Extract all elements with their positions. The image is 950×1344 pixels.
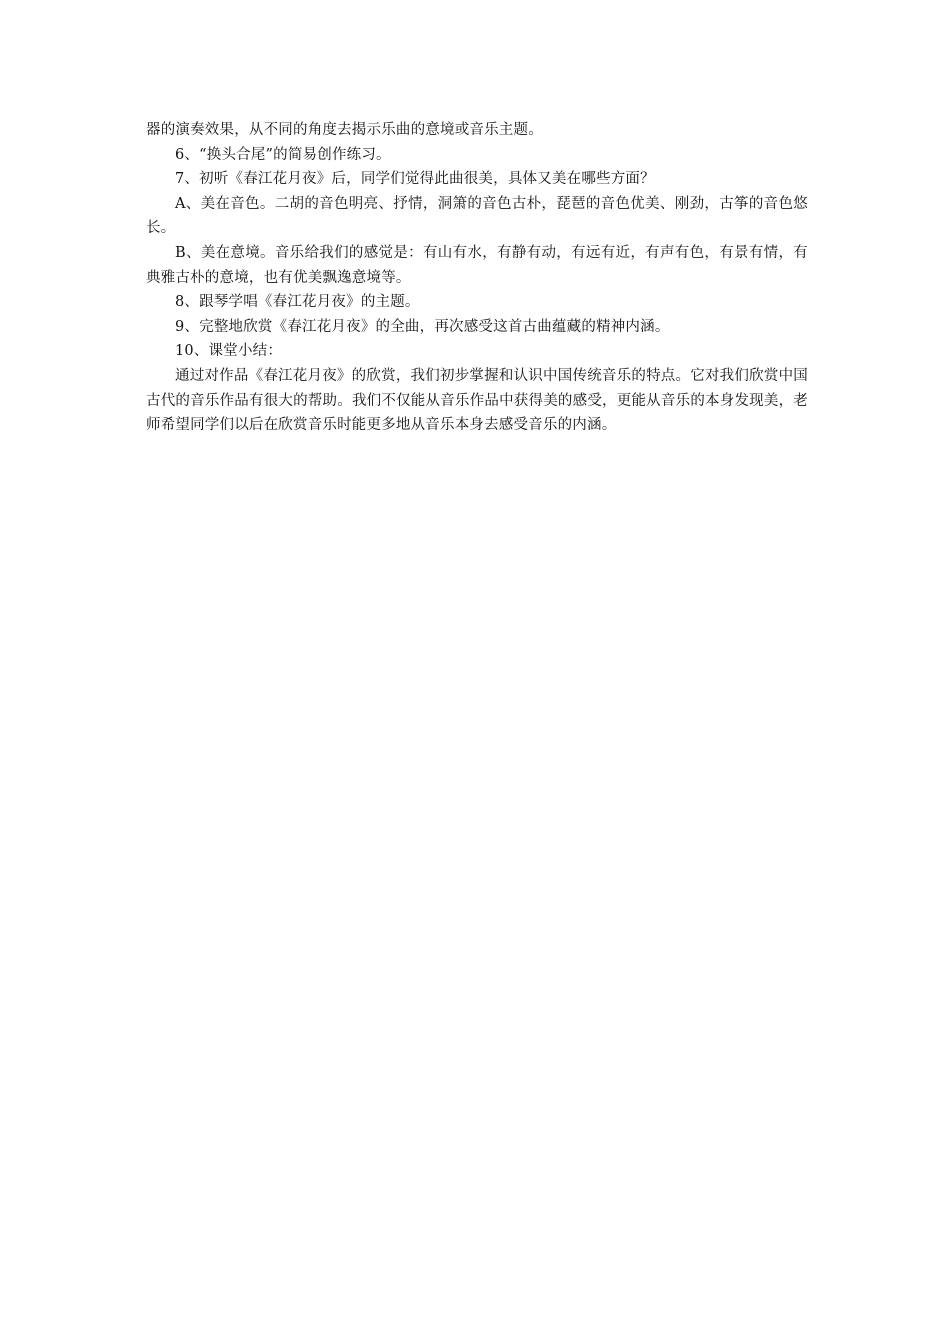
paragraph-item-9: 9、完整地欣赏《春江花月夜》的全曲，再次感受这首古曲蕴藏的精神内涵。 (175, 318, 670, 335)
paragraph-item-7a: A、美在音色。二胡的音色明亮、抒情，洞箫的音色古朴，琵琶的音色优美、刚劲，古筝的音色悠长。 (146, 195, 808, 237)
paragraph-item-7: 7、初听《春江花月夜》后，同学们觉得此曲很美，具体又美在哪些方面？ (175, 171, 655, 188)
document-body (146, 118, 808, 438)
paragraph-item-6: 6、“换头合尾”的简易创作练习。 (175, 146, 391, 163)
paragraph-item-7b: B、美在意境。音乐给我们的感觉是：有山有水，有静有动，有远有近，有声有色，有景有情，有典雅古朴的意境，也有优美飘逸意境等。 (146, 244, 808, 286)
paragraph-item-10: 10、课堂小结： (175, 343, 283, 360)
paragraph-continuation: 器的演奏效果，从不同的角度去揭示乐曲的意境或音乐主题。 (146, 122, 543, 138)
paragraph-item-8: 8、跟琴学唱《春江花月夜》的主题。 (175, 294, 420, 311)
paragraph-summary: 通过对作品《春江花月夜》的欣赏，我们初步掌握和认识中国传统音乐的特点。它对我们欣赏中国古代的音乐作品有很大的帮助。我们不仅能从音乐作品中获得美的感受，更能从音乐的本身发现美，老师希望同学们以后在欣赏音乐时能更多地从音乐本身去感受音乐的内涵。 (146, 367, 808, 434)
